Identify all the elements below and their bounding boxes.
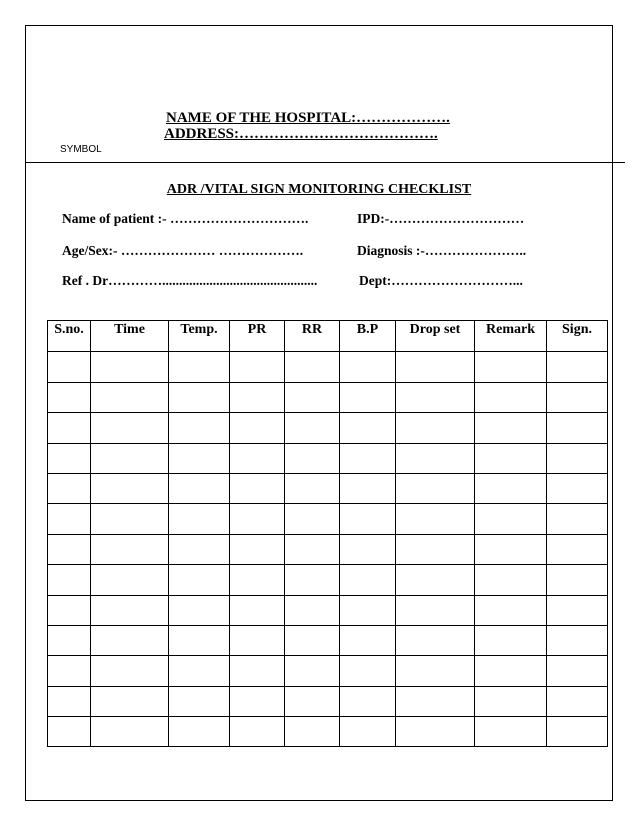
table-cell: [48, 625, 91, 655]
table-cell: [396, 382, 475, 412]
table-cell: [285, 382, 340, 412]
table-row: [48, 565, 608, 595]
table-cell: [396, 565, 475, 595]
table-cell: [48, 717, 91, 747]
table-cell: [48, 565, 91, 595]
table-cell: [169, 595, 230, 625]
table-cell: [91, 717, 169, 747]
table-cell: [91, 534, 169, 564]
table-cell: [340, 534, 396, 564]
column-header-time: Time: [91, 321, 169, 352]
table-row: [48, 534, 608, 564]
table-cell: [48, 656, 91, 686]
table-cell: [396, 352, 475, 382]
header-divider: [25, 162, 625, 163]
table-cell: [340, 656, 396, 686]
column-header-rr: RR: [285, 321, 340, 352]
table-cell: [547, 534, 608, 564]
table-cell: [169, 534, 230, 564]
table-cell: [396, 717, 475, 747]
table-cell: [91, 382, 169, 412]
monitoring-table: [47, 320, 608, 747]
table-cell: [169, 656, 230, 686]
table-cell: [285, 443, 340, 473]
table-cell: [285, 504, 340, 534]
table-cell: [169, 413, 230, 443]
table-cell: [230, 534, 285, 564]
table-cell: [285, 595, 340, 625]
table-cell: [340, 595, 396, 625]
table-cell: [340, 686, 396, 716]
table-cell: [340, 473, 396, 503]
column-header-drop-set: Drop set: [396, 321, 475, 352]
column-header-temp: Temp.: [169, 321, 230, 352]
table-cell: [230, 504, 285, 534]
table-cell: [285, 534, 340, 564]
table-row: [48, 413, 608, 443]
dept-field: Dept:………………………...: [359, 273, 523, 288]
table-cell: [91, 595, 169, 625]
table-cell: [285, 686, 340, 716]
table-cell: [547, 443, 608, 473]
table-cell: [475, 534, 547, 564]
table-cell: [547, 504, 608, 534]
table-row: [48, 595, 608, 625]
table-cell: [475, 504, 547, 534]
table-cell: [475, 382, 547, 412]
hospital-name: NAME OF THE HOSPITAL:……………….: [166, 110, 450, 126]
table-cell: [230, 473, 285, 503]
hospital-address: ADDRESS:………………………………….: [164, 126, 438, 142]
table-cell: [169, 717, 230, 747]
table-cell: [396, 504, 475, 534]
table-cell: [475, 565, 547, 595]
table-cell: [547, 717, 608, 747]
table-cell: [340, 565, 396, 595]
table-cell: [230, 595, 285, 625]
table-cell: [547, 473, 608, 503]
table-cell: [396, 595, 475, 625]
table-cell: [340, 382, 396, 412]
table-cell: [396, 413, 475, 443]
table-cell: [285, 565, 340, 595]
table-row: [48, 352, 608, 382]
table-cell: [91, 443, 169, 473]
table-cell: [91, 625, 169, 655]
age-sex-field: Age/Sex:- ………………… ……………….: [62, 243, 304, 258]
table-row: [48, 473, 608, 503]
table-cell: [547, 625, 608, 655]
table-cell: [91, 686, 169, 716]
table-cell: [396, 686, 475, 716]
ref-dr-field: Ref . Dr…………..............................................: [62, 273, 318, 288]
table-cell: [547, 382, 608, 412]
table-cell: [285, 413, 340, 443]
table-cell: [48, 473, 91, 503]
table-cell: [475, 473, 547, 503]
table-cell: [91, 413, 169, 443]
table-cell: [48, 534, 91, 564]
table-cell: [547, 595, 608, 625]
table-cell: [547, 352, 608, 382]
table-cell: [547, 565, 608, 595]
table-cell: [230, 717, 285, 747]
column-header-remark: Remark: [475, 321, 547, 352]
table-cell: [91, 565, 169, 595]
table-cell: [396, 625, 475, 655]
column-header-pr: PR: [230, 321, 285, 352]
table-cell: [475, 595, 547, 625]
column-header-sign: Sign.: [547, 321, 608, 352]
table-cell: [396, 443, 475, 473]
table-header-row: [48, 321, 608, 352]
table-cell: [285, 717, 340, 747]
table-cell: [340, 625, 396, 655]
table-cell: [475, 686, 547, 716]
table-cell: [48, 352, 91, 382]
table-cell: [396, 656, 475, 686]
table-cell: [547, 413, 608, 443]
table-cell: [475, 625, 547, 655]
table-cell: [230, 382, 285, 412]
table-row: [48, 625, 608, 655]
table-cell: [340, 504, 396, 534]
table-cell: [340, 352, 396, 382]
table-cell: [475, 413, 547, 443]
table-cell: [285, 473, 340, 503]
table-cell: [547, 686, 608, 716]
table-cell: [285, 352, 340, 382]
table-cell: [285, 625, 340, 655]
table-row: [48, 717, 608, 747]
table-cell: [91, 352, 169, 382]
table-cell: [48, 413, 91, 443]
table-cell: [230, 565, 285, 595]
table-cell: [396, 534, 475, 564]
column-header-sno: S.no.: [48, 321, 91, 352]
column-header-bp: B.P: [340, 321, 396, 352]
table-body: [48, 352, 608, 747]
table-cell: [230, 686, 285, 716]
table-row: [48, 382, 608, 412]
table-cell: [547, 656, 608, 686]
table-cell: [91, 473, 169, 503]
table-cell: [475, 656, 547, 686]
table-cell: [169, 443, 230, 473]
table-cell: [169, 686, 230, 716]
table-cell: [230, 656, 285, 686]
table-cell: [169, 625, 230, 655]
table-cell: [340, 717, 396, 747]
table-cell: [169, 504, 230, 534]
table-cell: [91, 504, 169, 534]
table-cell: [230, 625, 285, 655]
table-cell: [48, 595, 91, 625]
table-cell: [285, 656, 340, 686]
table-cell: [48, 382, 91, 412]
table-cell: [48, 686, 91, 716]
table-cell: [48, 443, 91, 473]
diagnosis-field: Diagnosis :-…………………..: [357, 243, 527, 258]
table-cell: [91, 656, 169, 686]
table-cell: [475, 443, 547, 473]
ipd-field: IPD:-…………………………: [357, 211, 525, 226]
table-cell: [340, 413, 396, 443]
table-cell: [230, 352, 285, 382]
symbol-label: SYMBOL: [60, 144, 102, 155]
table-cell: [169, 473, 230, 503]
table-cell: [48, 504, 91, 534]
table-cell: [169, 382, 230, 412]
table-row: [48, 686, 608, 716]
table-cell: [230, 413, 285, 443]
form-title: ADR /VITAL SIGN MONITORING CHECKLIST: [166, 182, 472, 197]
table-cell: [475, 717, 547, 747]
table-row: [48, 504, 608, 534]
table-cell: [475, 352, 547, 382]
table-cell: [169, 565, 230, 595]
patient-name-field: Name of patient :- ………………………….: [62, 211, 309, 226]
table-cell: [396, 473, 475, 503]
table-cell: [340, 443, 396, 473]
table-cell: [230, 443, 285, 473]
table-row: [48, 443, 608, 473]
table-row: [48, 656, 608, 686]
table-cell: [169, 352, 230, 382]
